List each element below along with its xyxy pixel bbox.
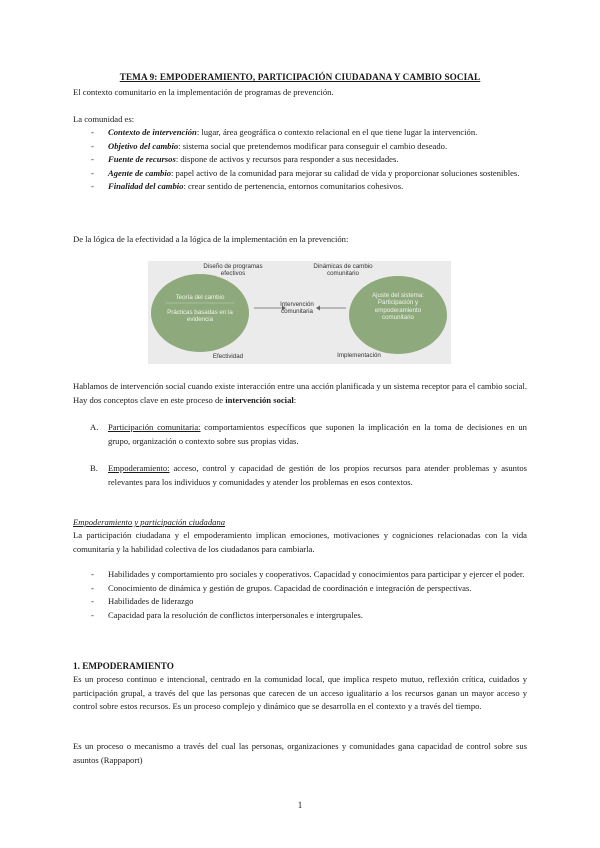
list-item: - Agente de cambio: papel activo de la comunidad para mejorar su calidad de vida y proporcionar soluciones sostenibles. (73, 167, 527, 181)
list-item: - Fuente de recursos: dispone de activos y recursos para responder a sus necesidades. (73, 153, 527, 167)
paragraph-1: Es un proceso continuo e intencional, centrado en la comunidad local, que implica respeto mutuo, reflexión crítica, cuidados y participación grupal, a través del que las personas que carecen de un acceso igualitario a los recursos ganan un mayor acceso y control sobre estos recursos. Es un proceso complejo y dinámico que se desarrolla en el contexto y a través del tiempo. (73, 674, 527, 712)
subtitle: El contexto comunitario en la implementación de programas de prevención. (73, 87, 334, 97)
paragraph-2: Es un proceso o mecanismo a través del cual las personas, organizaciones y comunidades gana capacidad de control sobre sus asuntos (Rappaport) (73, 741, 527, 765)
section-paragraph: La participación ciudadana y el empoderamiento implican emociones, motivaciones y cogniciones relacionadas con la vida comunitaria y la habilidad colectiva de los ciudadanos para cambiarla. (73, 530, 527, 554)
list-item: A. Participación comunitaria: comportamientos específicos que suponen la implicación en la toma de decisiones en un grupo, organización o contexto sobre sus propias vidas. (90, 422, 527, 446)
logic-intro: De la lógica de la efectividad a la lógica de la implementación en la prevención: (73, 234, 349, 244)
concepts-list (73, 421, 527, 503)
list-item: - Finalidad del cambio: crear sentido de pertenencia, entornos comunitarios cohesivos. (73, 180, 527, 194)
prevention-diagram (148, 261, 451, 364)
label-effectiveness: Efectividad (212, 353, 244, 360)
list-item: - Contexto de intervención: lugar, área geográfica o contexto relacional en el que tiene lugar la intervención. (73, 126, 527, 140)
list-item: - Capacidad para la resolución de conflictos interpersonales e intergrupales. (73, 609, 527, 623)
label-community-intervention: Intervención comunitaria (280, 301, 314, 316)
list-item: - Habilidades de liderazgo (73, 595, 527, 609)
intervention-paragraph: Hablamos de intervención social cuando existe interacción entre una acción planificada y un sistema receptor para el cambio social. Hay dos conceptos clave en este proceso de intervención social: (73, 381, 527, 405)
label-system-fit: Ajuste del sistema: Participación y empoderamiento comunitario (372, 292, 424, 322)
community-list (73, 126, 527, 194)
list-item: - Objetivo del cambio: sistema social que pretendemos modificar para conseguir el cambio deseado. (73, 140, 527, 154)
list-item: B. Empoderamiento: acceso, control y capacidad de gestión de los propios recursos para atender problemas y asuntos relevantes para los individuos y comunidades y atender los problemas en esos contextos. (90, 463, 527, 487)
list-item: - Habilidades y comportamiento pro sociales y cooperativos. Capacidad y conocimientos para participar y ejercer el poder. (73, 568, 527, 582)
label-program-design: Diseño de programas efectivos (203, 263, 263, 278)
page-title: TEMA 9: EMPODERAMIENTO, PARTICIPACIÓN CIUDADANA Y CAMBIO SOCIAL (119, 72, 481, 82)
label-implementation: Implementación (337, 352, 381, 359)
skills-list (73, 568, 527, 622)
community-intro: La comunidad es: (73, 114, 135, 124)
heading-empoderamiento: 1. EMPODERAMIENTO (73, 661, 174, 671)
page-number: 1 (297, 800, 303, 810)
section-heading-italic: Empoderamiento y participación ciudadana (73, 517, 226, 527)
label-community-dynamics: Dinámicas de cambio comunitario (313, 263, 373, 278)
list-item: - Conocimiento de dinámica y gestión de grupos. Capacidad de coordinación e integración de perspectivas. (73, 582, 527, 596)
label-theory-of-change: Teoría del cambio (175, 294, 225, 301)
label-evidence-practices: Prácticas basadas en la evidencia (167, 309, 233, 324)
